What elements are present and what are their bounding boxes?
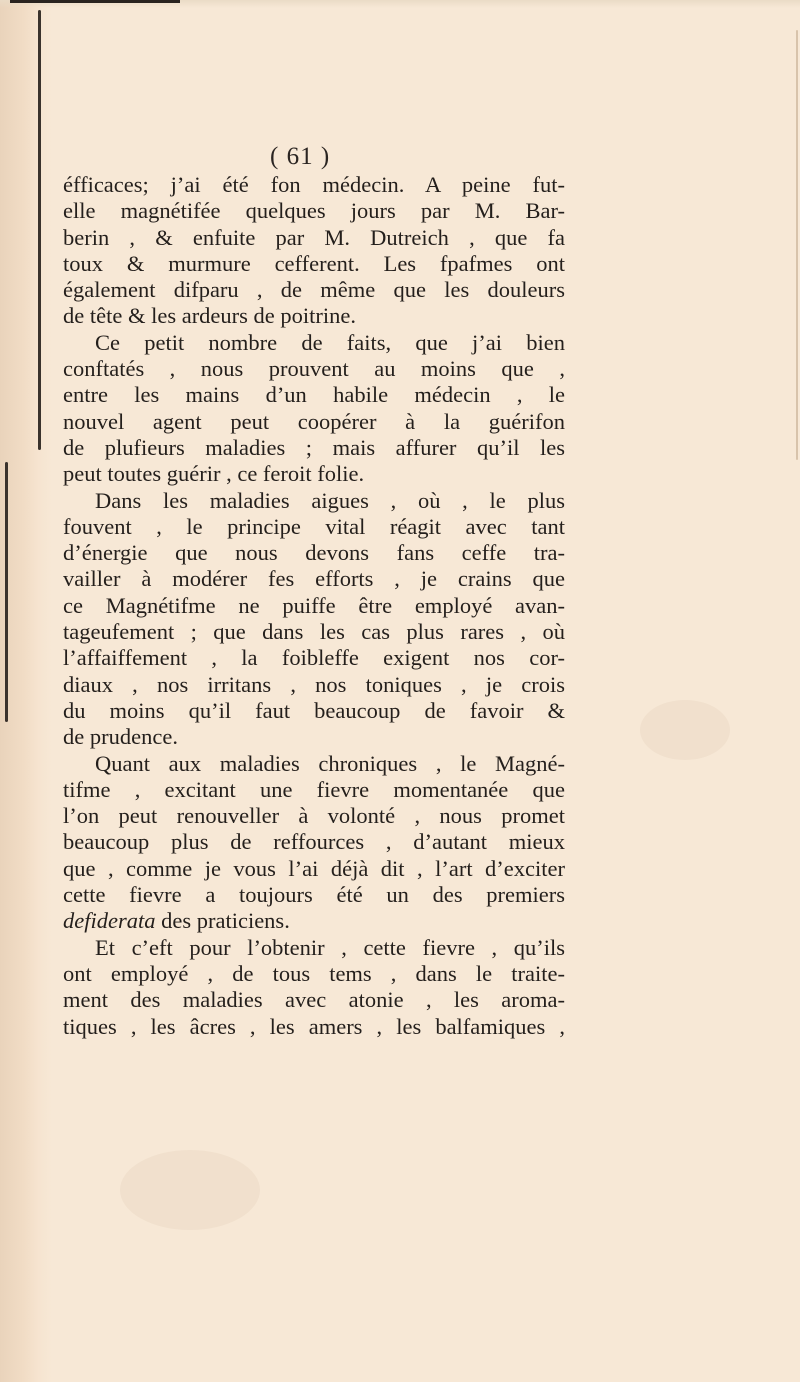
binding-edge-line-lower: [5, 462, 8, 722]
text-line: elle magnétifée quelques jours par M. Bar-: [63, 198, 565, 224]
binding-edge-line: [38, 10, 41, 450]
text-line: beaucoup plus de reffources , d’autant mieux: [63, 829, 565, 855]
text-line: tifme , excitant une fievre momentanée que: [63, 776, 565, 802]
text-line: ment des maladies avec atonie , les aroma-: [63, 987, 565, 1013]
paper-stain: [640, 700, 730, 760]
text-line: l’on peut renouveller à volonté , nous promet: [63, 803, 565, 829]
text-line: Quant aux maladies chroniques , le Magné-: [95, 750, 565, 776]
italic-term: defiderata: [63, 908, 156, 934]
page-right-edge: [796, 30, 798, 460]
text-line: ce Magnétifme ne puiffe être employé avan-: [63, 592, 565, 618]
paper-stain: [120, 1150, 260, 1230]
text-line: de plufieurs maladies ; mais affurer qu’il les: [63, 434, 565, 460]
text-line: ont employé , de tous tems , dans le traite-: [63, 960, 565, 986]
text-line: defiderata des praticiens.: [63, 908, 290, 934]
text-line: de prudence.: [63, 724, 178, 750]
text-line: berin , & enfuite par M. Dutreich , que fa: [63, 224, 565, 250]
body-text: [63, 172, 565, 1040]
text-line: entre les mains d’un habile médecin , le: [63, 382, 565, 408]
page-top-tab: [10, 0, 180, 3]
text-line: que , comme je vous l’ai déjà dit , l’art d’exciter: [63, 855, 565, 881]
text-line: Et c’eft pour l’obtenir , cette fievre , qu’ils: [95, 934, 565, 960]
text-line: vailler à modérer fes efforts , je crains que: [63, 566, 565, 592]
text-line: d’énergie que nous devons fans ceffe tra-: [63, 540, 565, 566]
text-line: conftatés , nous prouvent au moins que ,: [63, 356, 565, 382]
text-line: Ce petit nombre de faits, que j’ai bien: [95, 329, 565, 355]
text-line: nouvel agent peut coopérer à la guérifon: [63, 408, 565, 434]
text-line: également difparu , de même que les douleurs: [63, 277, 565, 303]
text-line: diaux , nos irritans , nos toniques , je crois: [63, 671, 565, 697]
text-line: toux & murmure cefferent. Les fpafmes ont: [63, 250, 565, 276]
text-line: tageufement ; que dans les cas plus rares , où: [63, 619, 565, 645]
text-line: tiques , les âcres , les amers , les balfamiques ,: [63, 1013, 565, 1039]
text-line: fouvent , le principe vital réagit avec tant: [63, 513, 565, 539]
text-line: éfficaces; j’ai été fon médecin. A peine fut-: [63, 172, 565, 197]
text-line: du moins qu’il faut beaucoup de favoir &: [63, 697, 565, 723]
text-line: cette fievre a toujours été un des premiers: [63, 882, 565, 908]
page-number: ( 61 ): [270, 143, 331, 170]
text-line: Dans les maladies aigues , où , le plus: [95, 487, 565, 513]
text-line: de tête & les ardeurs de poitrine.: [63, 303, 357, 329]
text-line: l’affaiffement , la foibleffe exigent nos cor-: [63, 645, 565, 671]
text-line: peut toutes guérir , ce feroit folie.: [63, 461, 365, 487]
